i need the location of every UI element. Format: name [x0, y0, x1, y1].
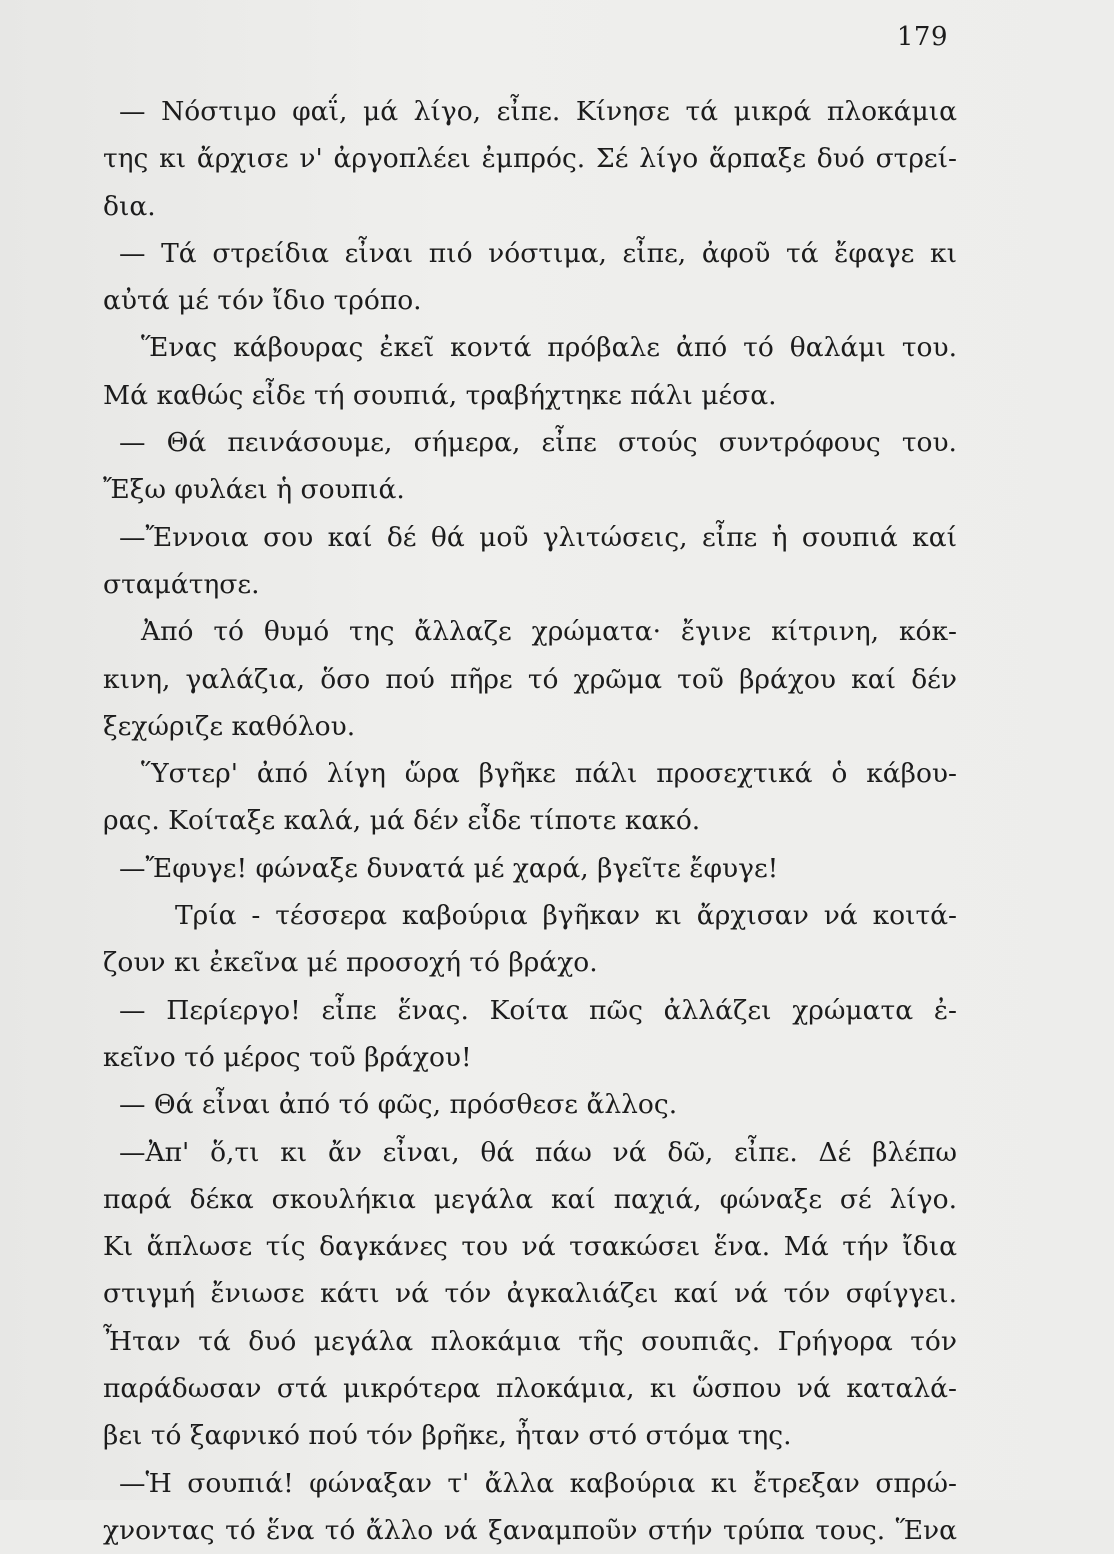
- text-line: —Ἔννοια σου καί δέ θά μοῦ γλιτώσεις, εἶπε ἡ σουπιά καί: [119, 521, 957, 553]
- text-line: Κι ἅπλωσε τίς δαγκάνες του νά τσακώσει ἕνα. Μά τήν ἴδια: [103, 1231, 957, 1263]
- text-line: παρά δέκα σκουλήκια μεγάλα καί παχιά, φώναξε σέ λίγο.: [103, 1183, 957, 1215]
- text-line: — Θά πεινάσουμε, σήμερα, εἶπε στούς συντρόφους του.: [119, 427, 957, 459]
- text-line: στιγμή ἔνιωσε κάτι νά τόν ἀγκαλιάζει καί νά τόν σφίγγει.: [103, 1278, 957, 1310]
- text-line: — Θά εἶναι ἀπό τό φῶς, πρόσθεσε ἄλλος.: [119, 1089, 678, 1121]
- body-text: [103, 88, 957, 1554]
- text-line: βει τό ξαφνικό πού τόν βρῆκε, ἦταν στό στόμα της.: [103, 1420, 792, 1452]
- text-line: δια.: [103, 190, 156, 222]
- page-number: 179: [896, 22, 948, 52]
- text-line: αὐτά μέ τόν ἴδιο τρόπο.: [103, 285, 422, 317]
- text-line: χνοντας τό ἕνα τό ἄλλο νά ξαναμποῦν στήν τρύπα τους. Ἕνα: [103, 1514, 957, 1546]
- text-line: — Τά στρείδια εἶναι πιό νόστιμα, εἶπε, ἀφοῦ τά ἔφαγε κι: [119, 237, 957, 269]
- text-line: —Ἀπ' ὅ,τι κι ἄν εἶναι, θά πάω νά δῶ, εἶπε. Δέ βλέπω: [119, 1136, 957, 1168]
- text-line: της κι ἄρχισε ν' ἀργοπλέει ἐμπρός. Σέ λίγο ἅρπαξε δυό στρεί-: [103, 143, 957, 175]
- text-line: Ἀπό τό θυμό της ἄλλαζε χρώματα· ἔγινε κίτρινη, κόκ-: [141, 616, 957, 648]
- text-line: Ἕνας κάβουρας ἐκεῖ κοντά πρόβαλε ἀπό τό θαλάμι του.: [141, 332, 957, 364]
- text-line: ξεχώριζε καθόλου.: [103, 710, 356, 742]
- text-line: σταμάτησε.: [103, 568, 260, 600]
- text-line: ζουν κι ἐκεῖνα μέ προσοχή τό βράχο.: [103, 947, 598, 979]
- text-line: Μά καθώς εἶδε τή σουπιά, τραβήχτηκε πάλι μέσα.: [103, 379, 777, 411]
- text-line: κινη, γαλάζια, ὅσο πού πῆρε τό χρῶμα τοῦ βράχου καί δέν: [103, 663, 957, 695]
- text-line: — Περίεργο! εἶπε ἕνας. Κοίτα πῶς ἀλλάζει χρώματα ἐ-: [119, 994, 957, 1026]
- text-line: —Ἡ σουπιά! φώναξαν τ' ἄλλα καβούρια κι ἔτρεξαν σπρώ-: [119, 1467, 957, 1499]
- text-line: ρας. Κοίταξε καλά, μά δέν εἶδε τίποτε κακό.: [103, 805, 701, 837]
- text-line: παράδωσαν στά μικρότερα πλοκάμια, κι ὥσπου νά καταλά-: [103, 1373, 957, 1405]
- text-line: Ὕστερ' ἀπό λίγη ὥρα βγῆκε πάλι προσεχτικά ὁ κάβου-: [141, 758, 957, 790]
- text-line: — Νόστιμο φαΐ, μά λίγο, εἶπε. Κίνησε τά μικρά πλοκάμια: [119, 96, 957, 127]
- text-line: κεῖνο τό μέρος τοῦ βράχου!: [103, 1041, 472, 1073]
- text-line: —Ἔφυγε! φώναξε δυνατά μέ χαρά, βγεῖτε ἔφυγε!: [119, 852, 779, 884]
- text-line: Ἔξω φυλάει ἡ σουπιά.: [103, 474, 405, 506]
- text-line: Ἦταν τά δυό μεγάλα πλοκάμια τῆς σουπιᾶς. Γρήγορα τόν: [103, 1325, 957, 1357]
- text-line: Τρία - τέσσερα καβούρια βγῆκαν κι ἄρχισαν νά κοιτά-: [175, 900, 957, 932]
